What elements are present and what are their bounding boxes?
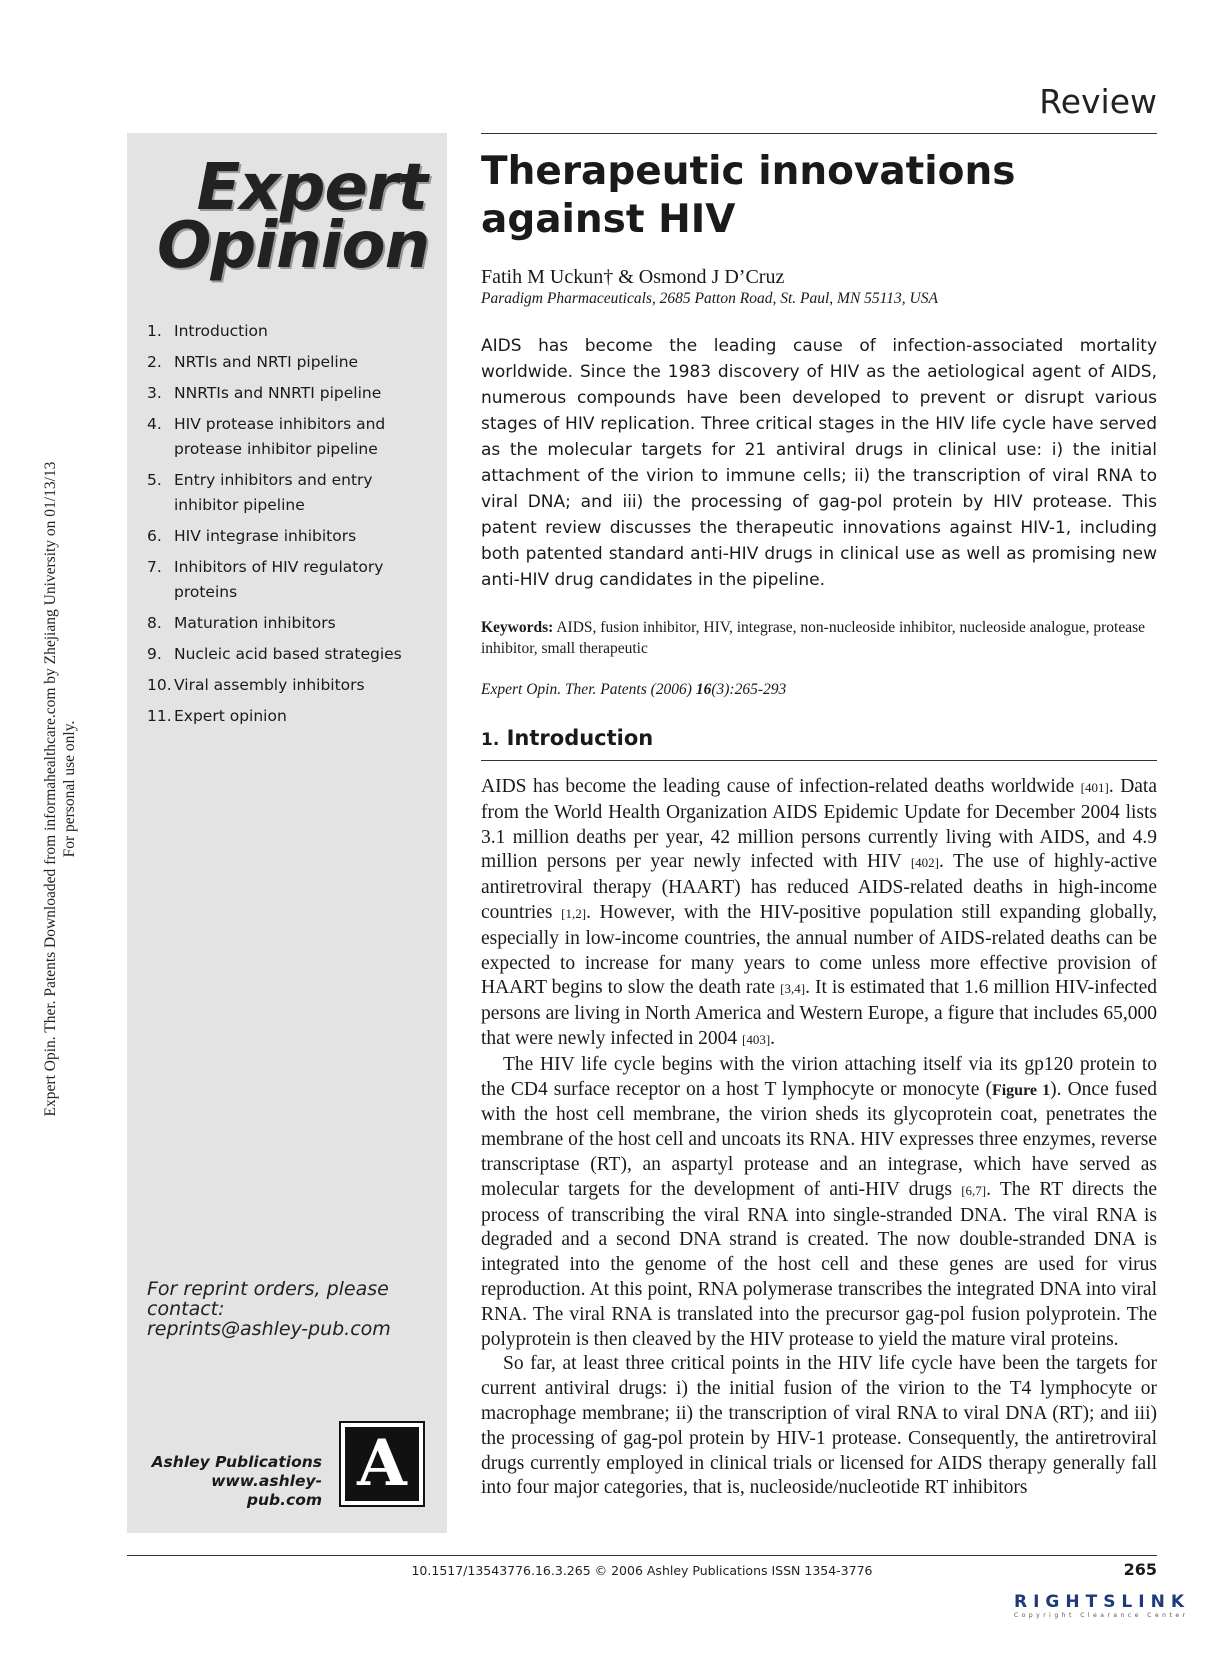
reference-link[interactable]: [401] [1080,780,1109,795]
toc-label: HIV protease inhibitors and protease inhibitor pipeline [174,415,386,458]
body-text: ). Once fused with the host cell membrane, the virion sheds its glycoprotein coat, penetrates the membrane of the host cell and uncoats its RNA. HIV expresses three enzymes, reverse transcriptase (RT), an aspartyl protease and an integrase, which have served as molecular targets for the development of anti-HIV drugs [481,1078,1158,1200]
keywords-label: Keywords: [481,619,554,636]
reference-link[interactable]: [402] [910,855,940,871]
journal-citation [481,680,1157,700]
toc-item[interactable] [147,468,439,518]
body-text: . The use of highly-active antiretroviral therapy (HAART) has reduced AIDS-related deaths in high-income countries [481,851,1157,923]
rightslink-wordmark: RIGHTSLINK [1014,1592,1190,1612]
logo-word-expert: Expert [196,151,427,225]
body-text: The HIV life cycle begins with the virion attaching itself via its gp120 protein to the CD4 surface receptor on a host T lymphocyte or monocyte ( [481,1053,1157,1100]
toc-label: Nucleic acid based strategies [174,645,402,663]
reprint-email-link[interactable]: reprints@ashley-pub.com [147,1318,391,1340]
publisher-credit [147,1453,322,1510]
abstract: AIDS has become the leading cause of infection-associated mortality worldwide. Since the 1983 discovery of HIV as the aetiological agent of AIDS, numerous compounds have been developed to prevent or disrupt various stages of HIV replication. Three critical stages in the HIV life cycle have served as the molecular targets for 21 antiviral drugs in clinical use: i) the initial attachment of the virion to immune cells; ii) the transcription of viral RNA to viral DNA; and iii) the processing of gag-pol protein by HIV protease. This patent review discusses the therapeutic innovations against HIV-1, including both patented standard anti-HIV drugs in clinical use as well as promising new anti-HIV drug candidates in the pipeline. [481,336,1157,590]
section-heading-introduction [481,724,1157,761]
reference-link[interactable]: [3,4] [780,981,806,997]
toc-item[interactable] [147,524,439,549]
toc-item[interactable] [147,673,439,698]
toc-number: 11. [147,707,172,725]
rightslink-tagline: Copyright Clearance Center [1014,1612,1189,1619]
reference-link[interactable]: [6,7] [961,1182,987,1198]
body-paragraph [481,775,1157,1053]
publisher-logo [339,1421,425,1507]
toc-number: 4. [147,415,162,433]
toc-item[interactable] [147,381,439,406]
body-text: . The RT directs the process of transcribing the viral RNA into single-stranded DNA. The viral RNA is degraded and a second DNA strand is created. The now double-stranded DNA is integrated into the genome of the host cell and these genes are used for virus reproduction. At this point, RNA polymerase transcribes the integrated DNA into viral RNA. The viral RNA is translated into the precursor gag-pol fusion polyprotein. The polyprotein is then cleaved by the HIV protease to yield the mature viral proteins. [481,1178,1157,1350]
toc-label: Inhibitors of HIV regulatory proteins [174,558,384,601]
reprint-notice [147,1279,437,1339]
body-text: AIDS has become the leading cause of infection-related deaths worldwide [481,776,1081,797]
watermark-line-2: For personal use only. [61,720,78,858]
toc-number: 1. [147,322,162,340]
body-paragraph: So far, at least three critical points in the HIV life cycle have been the targets for current antiviral drugs: i) the initial fusion of the virion to the T4 lymphocyte or macrophage membrane; ii) the transcription of viral RNA to viral DNA (RT); and iii) the processing of gag-pol protein by HIV-1 protease. Consequently, the antiretroviral drugs currently employed in clinical trials or licensed for AIDS therapy generally fall into four major categories, that is, nucleoside/nucleotide RT inhibitors [481,1353,1157,1499]
download-watermark [41,289,79,1289]
logo-word-opinion: Opinion [157,209,430,283]
article-title: Therapeutic innovations against HIV [481,149,1016,242]
toc-number: 7. [147,558,162,576]
reprint-line-1: For reprint orders, please [147,1278,389,1300]
toc-item[interactable] [147,611,439,636]
watermark-line-1: Expert Opin. Ther. Patents Downloaded from informahealthcare.com by Zhejiang University on 01/13/13 [42,461,59,1117]
toc-number: 5. [147,471,162,489]
toc-item[interactable] [147,412,439,462]
toc-item[interactable] [147,555,439,605]
sidebar [127,133,447,1533]
section-title: Introduction [506,726,654,750]
toc-label: Introduction [174,322,268,340]
publisher-name: Ashley Publications [151,1453,322,1471]
toc-label: NNRTIs and NNRTI pipeline [174,384,382,402]
journal-logo [147,151,437,283]
toc-label: NRTIs and NRTI pipeline [174,353,359,371]
toc-number: 8. [147,614,162,632]
citation-journal: Expert Opin. Ther. Patents (2006) [481,681,696,698]
citation-volume: 16 [695,681,712,698]
author-affiliation: Paradigm Pharmaceuticals, 2685 Patton Road, St. Paul, MN 55113, USA [481,290,938,307]
reference-link[interactable]: [403] [742,1031,771,1047]
rightslink-logo[interactable] [1014,1592,1190,1619]
toc-number: 3. [147,384,162,402]
body-text: . Data from the World Health Organization AIDS Epidemic Update for December 2004 lists 3.1 million deaths per year, 42 million persons currently living with AIDS, and 4.9 million persons per year newly infected with HIV [481,776,1157,873]
publisher-logo-letter: A [345,1427,419,1501]
toc-item[interactable] [147,350,439,375]
body-text: . However, with the HIV-positive population still expanding globally, especially in low-income countries, the annual number of AIDS-related deaths can be expected to increase for many years to come unless more effective provision of HAART begins to slow the death rate [481,901,1158,999]
keywords [481,617,1157,659]
toc-number: 6. [147,527,162,545]
article-body [481,775,1157,1501]
citation-pages: (3):265-293 [711,681,787,698]
figure-link[interactable]: Figure 1 [991,1081,1051,1099]
reference-link[interactable]: [1,2] [561,905,587,921]
publisher-url-link[interactable]: www.ashley-pub.com [211,1472,322,1509]
body-paragraph [481,1053,1157,1353]
page-number: 265 [1123,1560,1157,1579]
section-label: Review [1039,82,1157,121]
toc-label: Expert opinion [174,707,287,725]
toc-item[interactable] [147,319,439,344]
article-authors: Fatih M Uckun† & Osmond J D’Cruz [481,266,785,288]
toc-number: 9. [147,645,162,663]
section-number: 1. [481,730,500,750]
top-rule [481,133,1157,134]
toc-label: HIV integrase inhibitors [174,527,357,545]
body-text: . [770,1027,776,1049]
table-of-contents [147,319,439,735]
toc-label: Viral assembly inhibitors [174,676,365,694]
toc-item[interactable] [147,642,439,667]
keywords-list: AIDS, fusion inhibitor, HIV, integrase, non-nucleoside inhibitor, nucleoside analogue, protease inhibitor, small therapeutic [481,619,1145,657]
toc-label: Entry inhibitors and entry inhibitor pipeline [174,471,373,514]
toc-number: 2. [147,353,162,371]
body-text: . It is estimated that 1.6 million HIV-infected persons are living in North America and Western Europe, a figure that includes 65,000 that were newly infected in 2004 [481,977,1157,1049]
footer-doi: 10.1517/13543776.16.3.265 © 2006 Ashley Publications ISSN 1354-3776 [411,1563,873,1578]
toc-item[interactable] [147,704,439,729]
reprint-line-2: contact: [147,1298,225,1320]
footer-rule [127,1555,1157,1556]
toc-number: 10. [147,676,172,694]
toc-label: Maturation inhibitors [174,614,336,632]
